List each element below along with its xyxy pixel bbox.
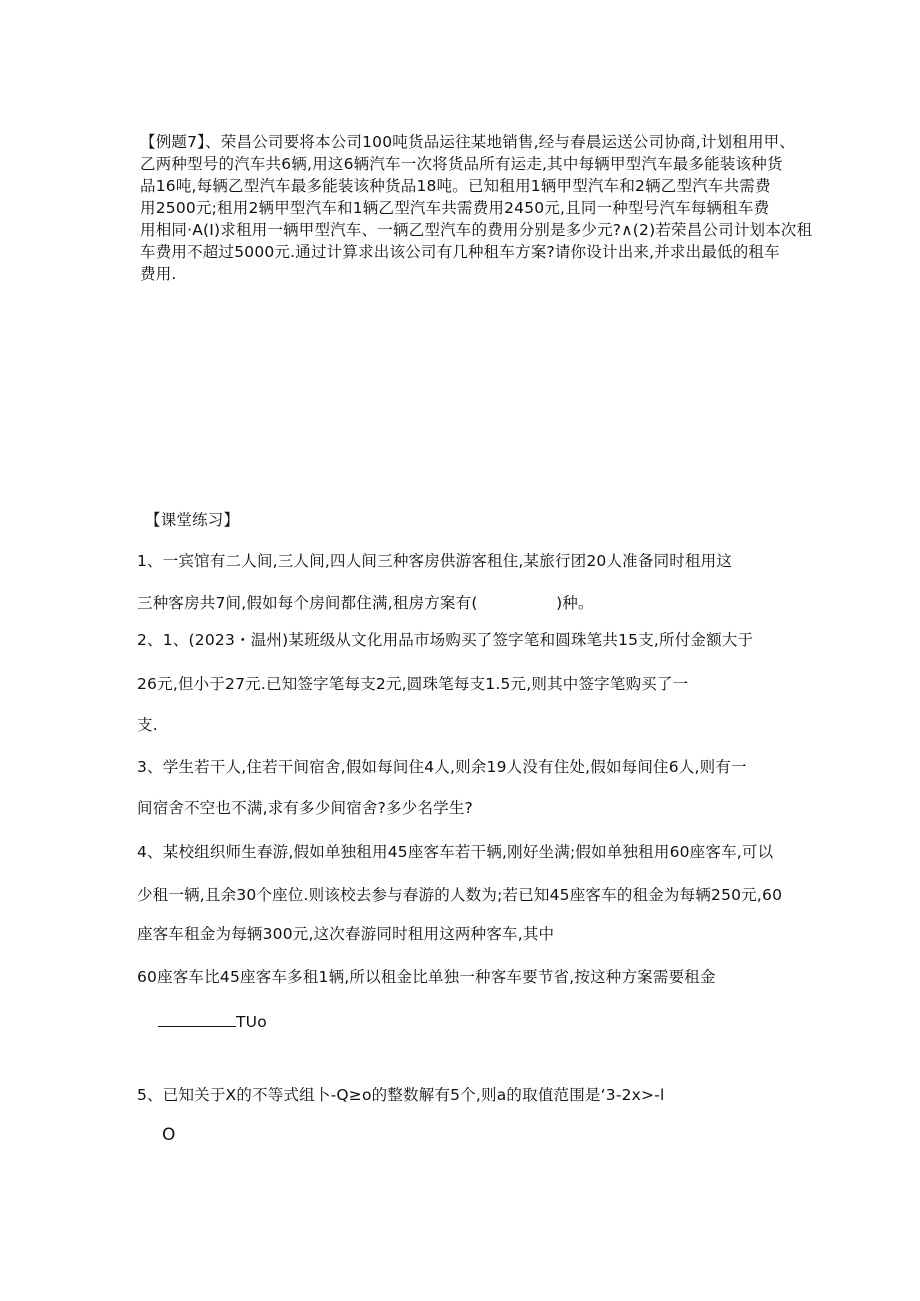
question-2-line-3: 支. bbox=[137, 716, 158, 734]
example-line-2: 乙两种型号的汽车共6辆,用这6辆汽车一次将货品所有运走,其中每辆甲型汽车最多能装该种货 bbox=[140, 155, 783, 173]
example-line-5: 用相同·A(I)求租用一辆甲型汽车、一辆乙型汽车的费用分别是多少元?∧(2)若荣昌公司计划本次租 bbox=[140, 221, 813, 239]
question-4-line-4: 60座客车比45座客车多租1辆,所以租金比单独一种客车要节省,按这种方案需要租金 bbox=[137, 968, 716, 986]
question-5-line-1: 5、已知关于X的不等式组卜-Q≥o的整数解有5个,则a的取值范围是‘3-2x>-l bbox=[137, 1086, 665, 1104]
answer-blank bbox=[158, 1012, 236, 1027]
example-line-3: 品16吨,每辆乙型汽车最多能装该种货品18吨。已知租用1辆甲型汽车和2辆乙型汽车共需费 bbox=[140, 177, 771, 195]
question-4-line-3: 座客车租金为每辆300元,这次春游同时租用这两种客车,其中 bbox=[137, 925, 555, 943]
question-5-line-2: O bbox=[162, 1125, 176, 1145]
example-line-1: 【例题7】、荣昌公司要将本公司100吨货品运往某地销售,经与春晨运送公司协商,计划租用甲、 bbox=[140, 133, 796, 151]
question-1-line-1: 1、一宾馆有二人间,三人间,四人间三种客房供游客租住,某旅行团20人准备同时租用这 bbox=[137, 552, 733, 570]
question-3-line-2: 间宿舍不空也不满,求有多少间宿舍?多少名学生? bbox=[137, 799, 473, 817]
question-3-line-1: 3、学生若干人,住若干间宿舍,假如每间住4人,则余19人没有住处,假如每间住6人,则有一 bbox=[137, 758, 747, 776]
question-4-answer-line bbox=[158, 1012, 267, 1031]
practice-heading: 【课堂练习】 bbox=[145, 511, 240, 529]
example-line-7: 费用. bbox=[140, 265, 177, 283]
example-line-6: 车费用不超过5000元.通过计算求出该公司有几种租车方案?请你设计出来,并求出最低的租车 bbox=[140, 243, 780, 261]
example-line-4: 用2500元;租用2辆甲型汽车和1辆乙型汽车共需费用2450元,且同一种型号汽车每辆租车费 bbox=[140, 199, 770, 217]
question-4-line-2: 少租一辆,且余30个座位.则该校去参与春游的人数为;若已知45座客车的租金为每辆250元,60 bbox=[137, 886, 783, 904]
question-1-line-2: 三种客房共7间,假如每个房间都住满,租房方案有( )种。 bbox=[137, 594, 594, 612]
question-2-line-2: 26元,但小于27元.已知签字笔每支2元,圆珠笔每支1.5元,则其中签字笔购买了一 bbox=[137, 675, 689, 693]
question-2-line-1: 2、1、(2023・温州)某班级从文化用品市场购买了签字笔和圆珠笔共15支,所付金额大于 bbox=[137, 631, 754, 649]
question-4-answer-suffix: TUo bbox=[236, 1013, 267, 1031]
question-4-line-1: 4、某校组织师生春游,假如单独租用45座客车若干辆,刚好坐满;假如单独租用60座客车,可以 bbox=[137, 843, 774, 861]
